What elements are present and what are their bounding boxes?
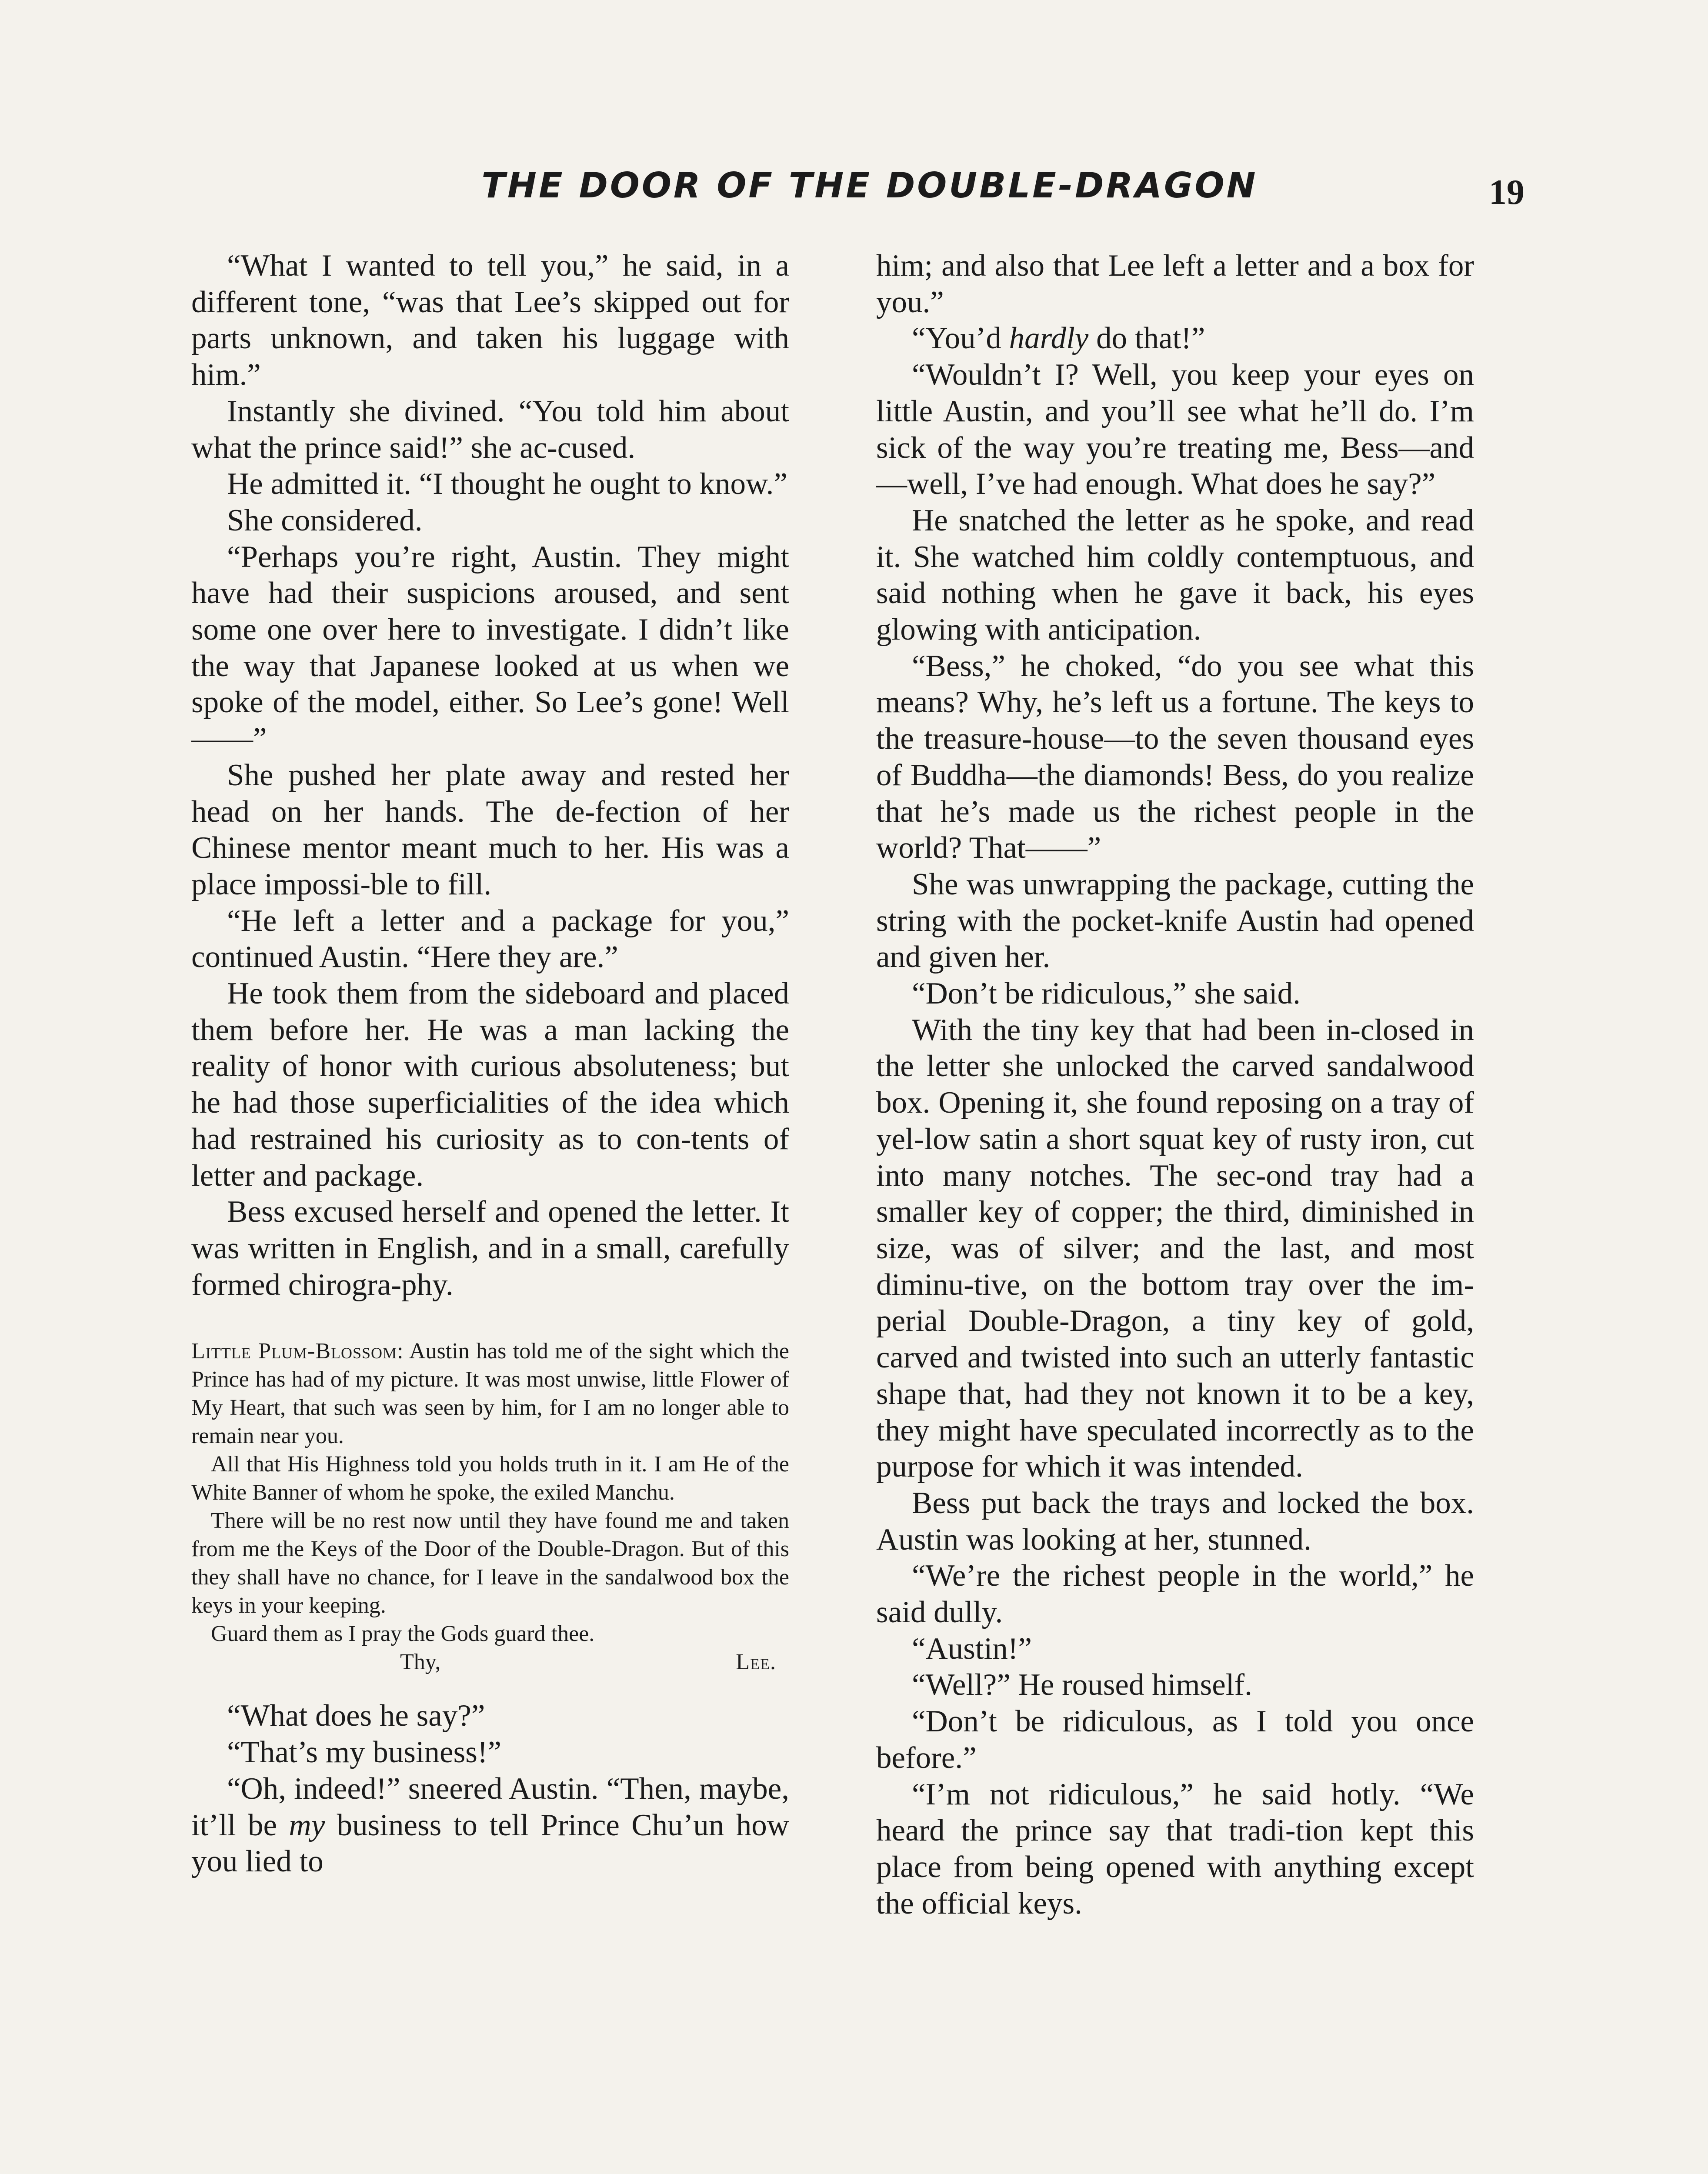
lee-letter: [191, 1337, 789, 1676]
paragraph: She considered.: [227, 503, 423, 537]
letter-paragraph: Guard them as I pray the Gods guard thee.: [211, 1621, 595, 1647]
letter-paragraph: [191, 1337, 789, 1450]
paragraph: “We’re the richest people in the world,” he said dully.: [876, 1559, 1474, 1630]
paragraph: “Austin!”: [912, 1631, 1032, 1666]
text-run: do that!”: [1088, 321, 1205, 356]
paragraph: Bess excused herself and opened the letter. It was written in English, and in a small, carefully formed chirogra-phy.: [191, 1195, 789, 1302]
paragraph: He admitted it. “I thought he ought to know.”: [227, 467, 787, 501]
paragraph: “Perhaps you’re right, Austin. They might have had their suspicions aroused, and sent some one over here to investigate. I didn’t like the way that Japanese looked at us when we spoke of the model, either. So Lee’s gone! Well——”: [191, 540, 789, 756]
emphasis: hardly: [1009, 321, 1089, 356]
letter-paragraph: There will be no rest now until they have found me and taken from me the Keys of the Door of the Double-Dragon. But of this they shall have no chance, for I leave in the sandalwood box the keys in your keeping.: [191, 1508, 789, 1618]
paragraph: “Bess,” he choked, “do you see what this means? Why, he’s left us a fortune. The keys to the treasure-house—to the seven thousand eyes of Buddha—the diamonds! Bess, do you realize that he’s made us the richest people in the world? That——”: [876, 649, 1474, 865]
text-run: “You’d: [912, 321, 1009, 356]
paragraph: She was unwrapping the package, cutting the string with the pocket-knife Austin had opened and given her.: [876, 867, 1474, 974]
paragraph: “That’s my business!”: [227, 1735, 501, 1770]
paragraph: “Wouldn’t I? Well, you keep your eyes on little Austin, and you’ll see what he’ll do. I’m sick of the way you’re treating me, Bess—and—well, I’ve had enough. What does he say?”: [876, 358, 1474, 501]
letter-salutation: Little Plum-Blossom:: [191, 1339, 404, 1364]
paragraph: “What I wanted to tell you,” he said, in a different tone, “was that Lee’s skipped out for parts unknown, and taken his luggage with him.”: [191, 249, 789, 392]
paragraph: “Don’t be ridiculous,” she said.: [912, 977, 1301, 1011]
paragraph: “What does he say?”: [227, 1699, 485, 1733]
emphasis: my: [289, 1808, 325, 1842]
text-run: business to tell Prince Chu’un how you lied to: [191, 1808, 789, 1879]
paragraph: “He left a letter and a package for you,” continued Austin. “Here they are.”: [191, 904, 789, 974]
paragraph: “Don’t be ridiculous, as I told you once before.”: [876, 1704, 1474, 1775]
paragraph: He took them from the sideboard and placed them before her. He was a man lacking the reality of honor with curious absoluteness; but he had those superficialities of the idea which had restrained his curiosity as to con-tents of letter and package.: [191, 977, 789, 1193]
left-column: [191, 248, 789, 1880]
letter-text: Austin has told me of the sight which the Prince has had of my picture. It was most unwise, little Flower of My Heart, that such was seen by him, for I am no longer able to remain near you.: [191, 1339, 789, 1449]
paragraph: With the tiny key that had been in-closed in the letter she unlocked the carved sandalwood box. Opening it, she found reposing on a tray of yel-low satin a short squat key of rusty iron, cut into many notches. The sec-ond tray had a smaller key of copper; the third, diminished in size, was of silver; and the last, and most diminu-tive, on the bottom tray over the im-perial Double-Dragon, a tiny key of gold, carved and twisted into such an utterly fantastic shape that, had they not known it to be a key, they might have speculated incorrectly as to the purpose for which it was intended.: [876, 1013, 1474, 1484]
paragraph: Bess put back the trays and locked the box. Austin was looking at her, stunned.: [876, 1486, 1474, 1557]
running-header: THE DOOR OF THE DOUBLE-DRAGON: [481, 165, 1258, 206]
paragraph: him; and also that Lee left a letter and a box for you.”: [876, 249, 1474, 319]
text-run: “Oh, indeed!” sneered Austin. “Then, maybe, it’ll be: [191, 1771, 789, 1842]
paragraph: Instantly she divined. “You told him about what the prince said!” she ac-cused.: [191, 394, 789, 465]
page-number: 19: [1489, 172, 1525, 212]
paragraph: He snatched the letter as he spoke, and read it. She watched him coldly contemptuous, and said nothing when he gave it back, his eyes glowing with anticipation.: [876, 503, 1474, 647]
letter-paragraph: All that His Highness told you holds truth in it. I am He of the White Banner of whom he spoke, the exiled Manchu.: [191, 1452, 789, 1505]
paragraph: She pushed her plate away and rested her head on her hands. The de-fection of her Chinese mentor meant much to her. His was a place impossi-ble to fill.: [191, 758, 789, 901]
letter-closing: Thy,: [400, 1650, 441, 1675]
letter-signoff: [191, 1648, 789, 1676]
paragraph: “I’m not ridiculous,” he said hotly. “We heard the prince say that tradi-tion kept this place from being opened with anything except the official keys.: [876, 1777, 1474, 1921]
paragraph: [876, 320, 1474, 357]
letter-signature: Lee.: [736, 1650, 776, 1675]
right-column: [876, 248, 1474, 1922]
paragraph: “Well?” He roused himself.: [912, 1668, 1252, 1702]
paragraph: [191, 1771, 789, 1880]
